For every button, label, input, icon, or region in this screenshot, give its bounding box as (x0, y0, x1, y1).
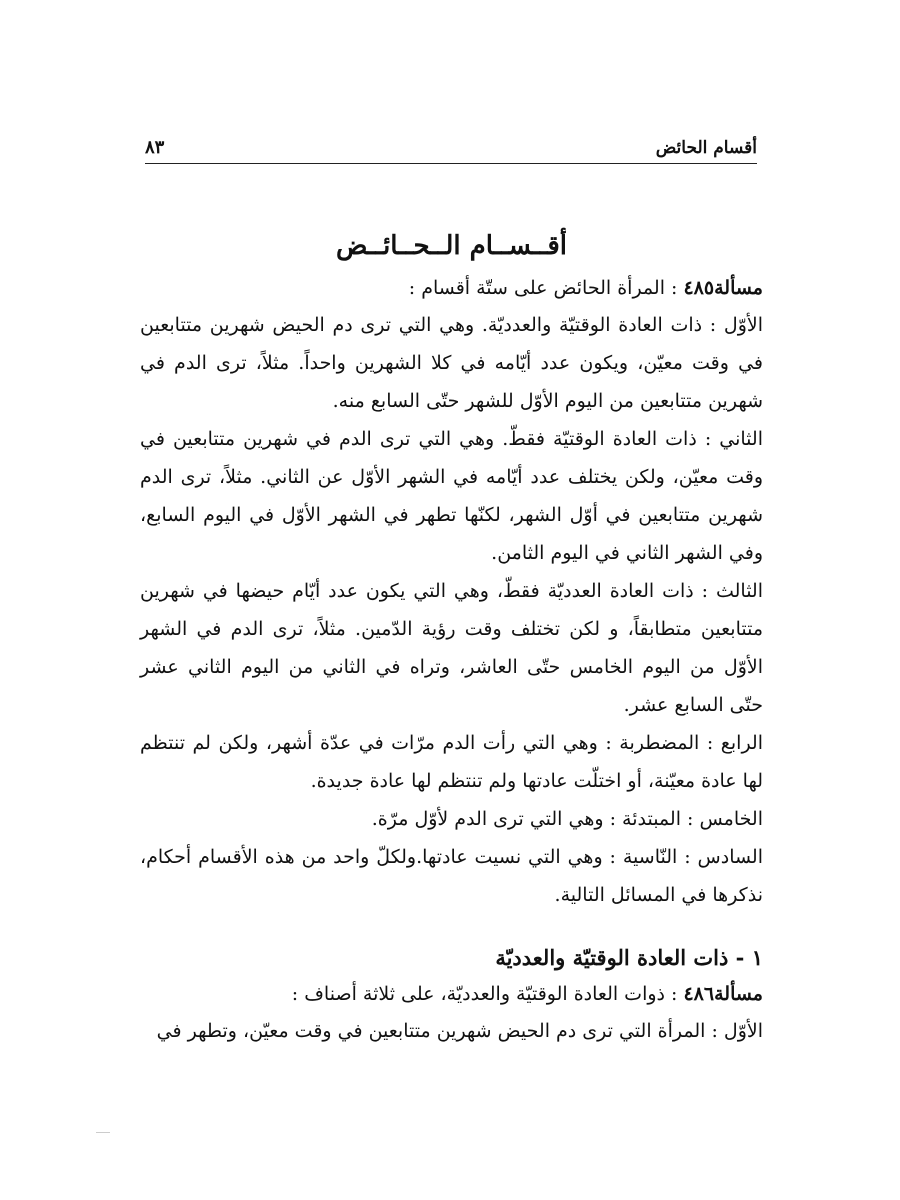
chapter-title: أقــســام الــحــائــض (335, 231, 568, 261)
running-header (145, 136, 757, 162)
question-text: : المرأة الحائض على ستّة أقسام : (408, 277, 684, 299)
header-rule (145, 163, 757, 164)
section-heading: ١ - ذات العادة الوقتيّة والعدديّة (495, 945, 763, 970)
paragraph-continued: الأوّل : المرأة التي ترى دم الحيض شهرين متتابعين في وقت معيّن، وتطهر في (156, 1020, 763, 1042)
paragraph-second-type: الثاني : ذات العادة الوقتيّة فقطّ. وهي التي ترى الدم في شهرين متتابعين في وقت معيّن، ولكن يختلف عدد أيّامه في الشهر الأوّل عن الثاني. مثلاً، ترى الدم شهرين متتابعين في أوّل الشهر، لكنّها تطهر في الشهر الأوّل في اليوم السابع، وفي الشهر الثاني في اليوم الثامن. (140, 428, 763, 564)
question-label: مسألة٤٨٦ (683, 983, 763, 1005)
paragraph-third-type: الثالث : ذات العادة العدديّة فقطّ، وهي التي يكون عدد أيّام حيضها في شهرين متتابعين متطابقاً، و لكن تختلف وقت رؤية الدّمين. مثلاً، ترى الدم في الشهر الأوّل من اليوم الخامس حتّى العاشر، وتراه في الثاني من اليوم الثاني عشر حتّى السابع عشر. (140, 580, 763, 716)
page-content (140, 228, 763, 1050)
question-485 (140, 270, 763, 306)
question-label: مسألة٤٨٥ (683, 277, 763, 299)
paragraph-fifth-type: الخامس : المبتدئة : وهي التي ترى الدم لأوّل مرّة. (371, 808, 763, 830)
header-title: أقسام الحائض (655, 138, 757, 158)
question-486 (140, 976, 763, 1012)
page-number: ٨٣ (145, 137, 165, 158)
question-text: : ذوات العادة الوقتيّة والعدديّة، على ثلاثة أصناف : (291, 983, 684, 1005)
paragraph-fourth-type: الرابع : المضطربة : وهي التي رأت الدم مرّات في عدّة أشهر، ولكن لم تنتظم لها عادة معيّنة، أو اختلّت عادتها ولم تنتظم لها عادة جديدة. (140, 732, 763, 792)
paragraph-first-type: الأوّل : ذات العادة الوقتيّة والعدديّة. وهي التي ترى دم الحيض شهرين متتابعين في وقت معيّن، ويكون عدد أيّامه في كلا الشهرين واحداً. مثلاً، ترى الدم في شهرين متتابعين من اليوم الأوّل للشهر حتّى السابع منه. (140, 314, 763, 412)
paragraph-sixth-type: السادس : النّاسية : وهي التي نسيت عادتها.ولكلّ واحد من هذه الأقسام أحكام، نذكرها في المسائل التالية. (140, 846, 763, 906)
scan-mark (96, 1132, 110, 1133)
